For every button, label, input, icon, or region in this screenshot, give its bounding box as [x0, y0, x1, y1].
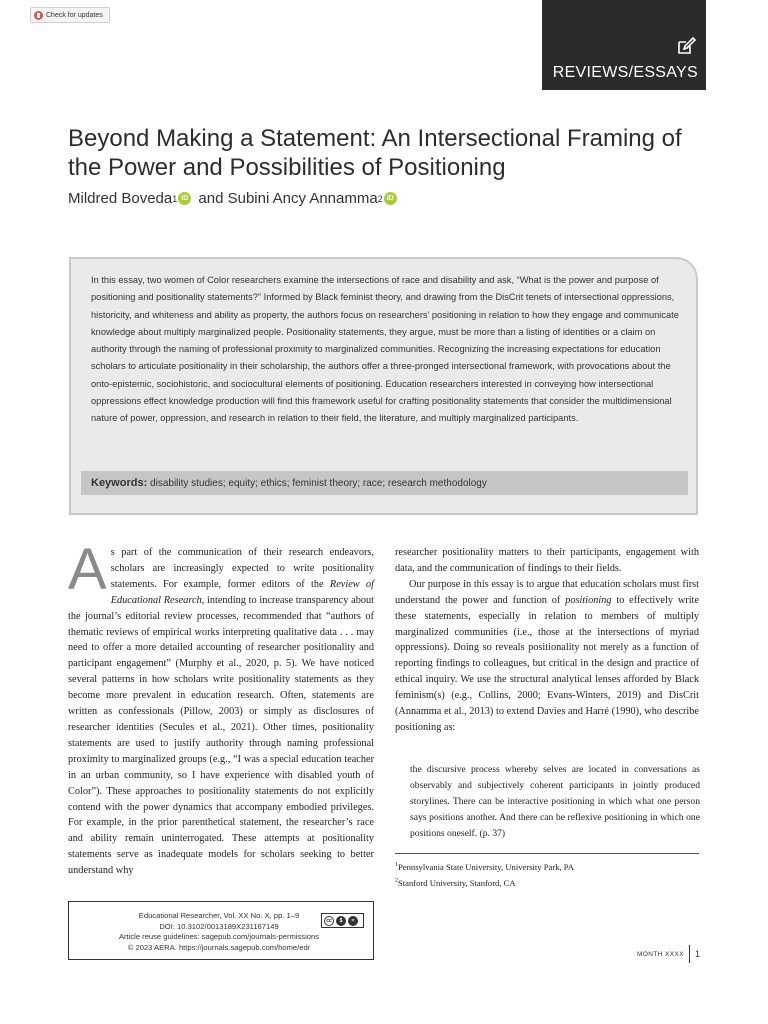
author-2-name: and Subini Ancy Annamma	[198, 190, 378, 207]
footnote-2	[395, 874, 699, 890]
check-for-updates-badge[interactable]	[30, 7, 110, 23]
creative-commons-license-icon	[321, 913, 364, 928]
paragraph-text: , intending to increase transparency about the journal’s editorial review processes, recommended that “authors of thematic reviews of empirical works interpreting qualitative data . . . may need to offer a more detailed accounting of researcher positionality and participant engagement” (Murphy et al., 2020, p. 5). We have noticed several patterns in how scholars write positionality statements as they become more prevalent in education research. Often, statements are written as confessionals (Pillow, 2003) or simply as disclosures of researcher identities (Secules et al., 2021). Other times, positionality statements are used to justify authority through naming professional proximity to marginalized groups (e.g., “I was a special education teacher in an urban community, so I have experience with disabled youth of Color”). These approaches to positionality statements do not explicitly contend with the power dynamics that accompany embodied privileges. For example, in the prior parenthetical statement, the researcher’s race and ability remain uninterrogated. These attempts at positionality statements serve as inadequate models for scholars seeking to better understand why	[68, 594, 374, 877]
page-number: 1	[694, 949, 700, 959]
citation-box	[68, 901, 374, 960]
footnote-text: Pennsylvania State University, University Park, PA	[398, 861, 574, 872]
citation-copyright[interactable]: © 2023 AERA. https://journals.sagepub.com/home/edr	[127, 942, 311, 952]
footnotes	[395, 858, 699, 890]
emphasis-term: positioning	[565, 594, 612, 606]
abstract-box	[69, 257, 698, 515]
noncommercial-icon: $	[336, 916, 346, 926]
cc-icon: cc	[324, 916, 334, 926]
journal-name: Review of Educational Research	[110, 578, 374, 606]
footnote-mark: 2	[395, 877, 398, 884]
body-paragraph-continued: researcher positionality matters to their participants, engagement with data, and the communication of findings to their fields.	[395, 547, 699, 574]
block-quote: the discursive process whereby selves are located in conversations as observably and subjectively coherent participants in jointly produced storylines. There can be interactive positioning in which what one person says positions another. And there can be reflexive positioning in which one positions oneself. (p. 37)	[410, 764, 700, 839]
section-label: REVIEWS/ESSAYS	[552, 64, 698, 81]
footnote-1	[395, 858, 699, 874]
orcid-icon[interactable]: iD	[384, 192, 397, 205]
body-column-left	[68, 537, 374, 879]
footer-divider	[689, 945, 690, 963]
paragraph-text: Our purpose in this essay is to argue that education scholars must first understand the power and function of	[395, 578, 699, 606]
paragraph-text: s part of the communication of their research endeavors, scholars are increasingly expected to write positionality statements. For example, former editors of the	[110, 547, 374, 590]
section-header-box	[542, 0, 706, 90]
orcid-icon[interactable]: iD	[178, 192, 191, 205]
author-1-affiliation-mark: 1	[172, 193, 178, 204]
keywords-bar	[81, 471, 688, 495]
body-paragraph-1	[68, 537, 374, 879]
drop-cap: A	[68, 537, 107, 602]
citation-journal: Educational Researcher, Vol. XX No. X, pp. 1–9	[138, 911, 300, 920]
page-footer	[600, 944, 700, 964]
footnote-divider	[395, 853, 699, 854]
citation-reuse[interactable]: Article reuse guidelines: sagepub.com/journals-permissions	[118, 932, 320, 942]
article-title: Beyond Making a Statement: An Intersectional Framing of the Power and Possibilities of Positioning	[68, 125, 682, 181]
author-1-name: Mildred Boveda	[68, 190, 173, 207]
abstract-text: In this essay, two women of Color researchers examine the intersections of race and disability and ask, “What is the power and purpose of positioning and positionality statements?” Informed by Black feminist theory, and drawing from the DisCrit tenets of intersectional oppressions, historicity, and whiteness and ability as property, the authors focus on researchers’ positioning in relation to how they engage and communicate knowledge about multiply marginalized people. Positionality statements, they argue, must be more than a listing of identities or a claim on authority through the naming of professional proximity to marginalized communities. Recognizing the increasing expectations for education scholars to articulate positionality in their scholarship, the authors offer a three-pronged intersectional framework, with provocations about the onto-epistemic, sociohistoric, and sociocultural elements of positioning. Education researchers interested in conveying how intersectional oppressions effect knowledge production will find this framework useful for crafting positionality statements that consider the multidimensional nature of power, oppression, and research in relation to their field, the literature, and multiply marginalized participants.	[91, 275, 679, 424]
footnote-text: Stanford University, Stanford, CA	[398, 877, 516, 888]
author-line	[68, 190, 400, 207]
no-derivatives-icon: =	[348, 916, 358, 926]
paragraph-text: to effectively write these statements, especially in relation to members of multiply marginalized communities (i.e., those at the intersections of myriad oppressions). Doing so reveals positionality not merely as a function of reporting findings to colleagues, but critical in the design and practice of ethical inquiry. We use the structural analytical lenses afforded by Black feminism(s) (e.g., Collins, 2000; Evans-Winters, 2019) and DisCrit (Annamma et al., 2013) to extend Davies and Harré (1990), who describe positioning as:	[395, 594, 699, 733]
citation-doi[interactable]: DOI: 10.3102/0013189X231167149	[159, 921, 279, 931]
update-icon	[34, 11, 43, 20]
author-2-affiliation-mark: 2	[377, 193, 383, 204]
keywords-list: disability studies; equity; ethics; feminist theory; race; research methodology	[150, 478, 487, 489]
issue-month: MONTH XXXX	[637, 950, 684, 958]
body-column-right	[395, 545, 699, 736]
keywords-label: Keywords:	[91, 477, 148, 489]
footnote-mark: 1	[395, 862, 398, 868]
pencil-edit-icon	[676, 36, 696, 56]
check-for-updates-label: Check for updates	[46, 11, 103, 19]
body-paragraph-2	[395, 577, 699, 736]
